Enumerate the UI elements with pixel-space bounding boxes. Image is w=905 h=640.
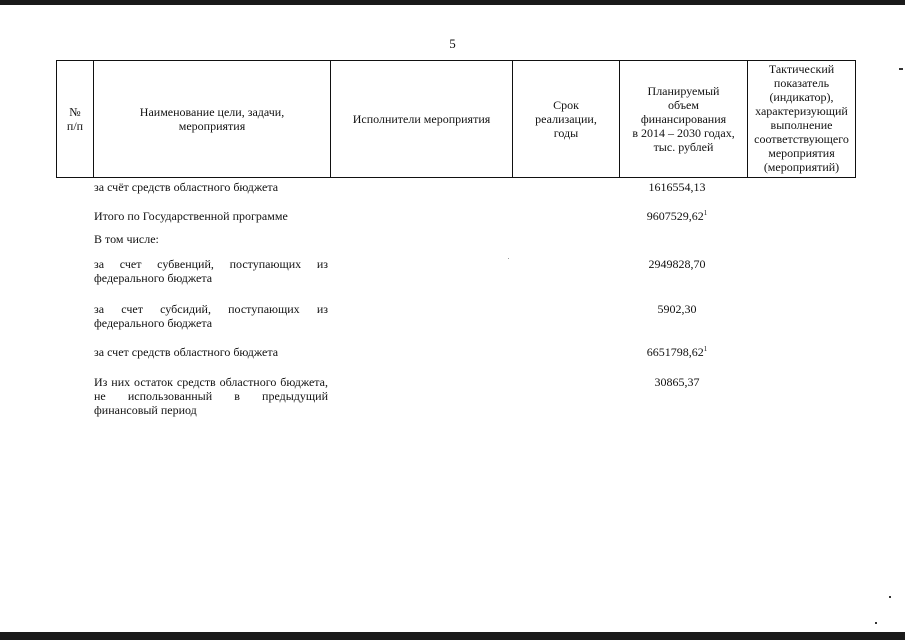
footnote-mark: 1 xyxy=(703,345,708,353)
footnote-mark: 1 xyxy=(703,209,708,217)
header-cell-indicator: Тактический показатель (индикатор), характеризующий выполнение соответствующего мероприятия (мероприятий) xyxy=(748,61,856,178)
row-value-subsidies: 5902,30 xyxy=(657,302,697,316)
scan-speck xyxy=(875,622,877,624)
row-label-regional-budget-total: за счет средств областного бюджета xyxy=(94,345,279,359)
table-header xyxy=(56,60,856,178)
row-label-including: В том числе: xyxy=(94,232,159,246)
header-cell-number: № п/п xyxy=(57,61,94,178)
row-label-program-total: Итого по Государственной программе xyxy=(94,209,288,223)
page-number: 5 xyxy=(449,36,456,51)
row-label-regional-budget: за счёт средств областного бюджета xyxy=(94,180,279,194)
row-label-unused-balance: Из них остаток средств областного бюджета, не использованный в предыдущий финансовый период xyxy=(94,375,328,417)
header-cell-period: Срок реализации, годы xyxy=(513,61,620,178)
scan-edge-bottom xyxy=(0,632,905,640)
row-value-unused-balance: 30865,37 xyxy=(654,375,700,389)
scan-speck xyxy=(899,68,903,70)
header-cell-funding: Планируемый объем финансирования в 2014 – 2030 годах, тыс. рублей xyxy=(620,61,748,178)
scan-speck xyxy=(508,258,509,259)
row-label-subventions: за счет субвенций, поступающих из федерального бюджета xyxy=(94,257,328,285)
row-value-subventions: 2949828,70 xyxy=(648,257,706,271)
row-label-subsidies: за счет субсидий, поступающих из федерального бюджета xyxy=(94,302,328,330)
row-value-regional-budget-total: 6651798,62$^1$ xyxy=(646,345,708,359)
scan-edge-top xyxy=(0,0,905,5)
header-cell-executors: Исполнители мероприятия xyxy=(331,61,513,178)
row-value-program-total: 9607529,62$^1$ xyxy=(646,209,708,223)
header-cell-name: Наименование цели, задачи, мероприятия xyxy=(94,61,331,178)
scan-speck xyxy=(889,596,891,598)
row-value-regional-budget: 1616554,13 xyxy=(648,180,706,194)
